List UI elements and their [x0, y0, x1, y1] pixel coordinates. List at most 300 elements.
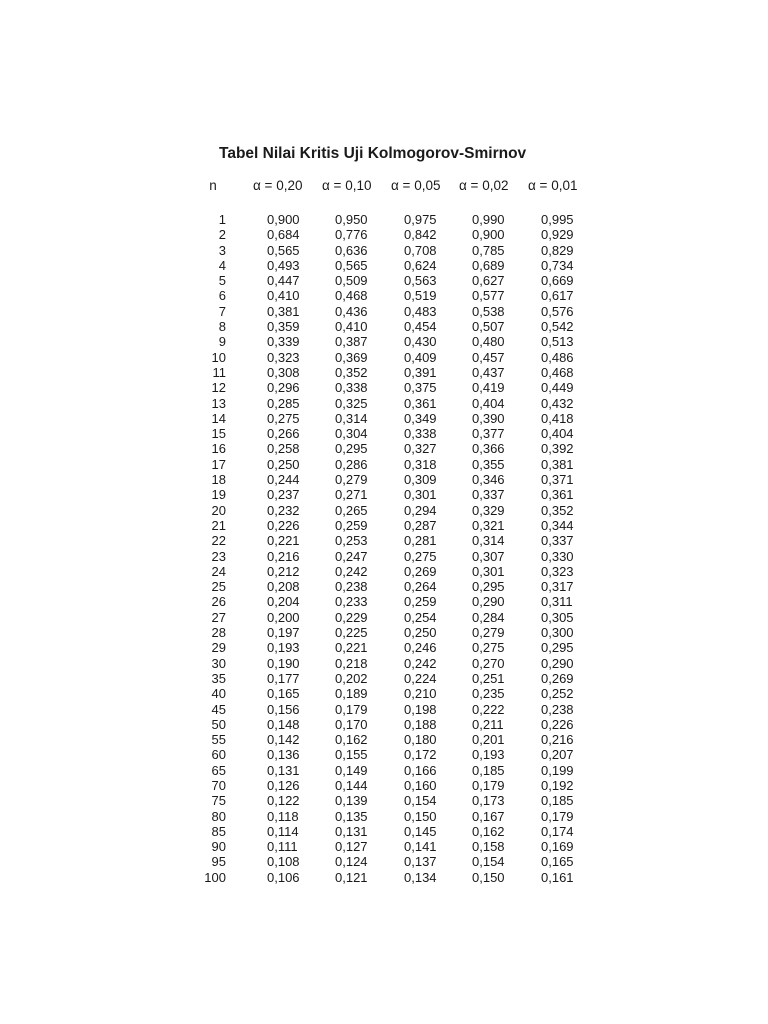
- alpha-005-cell: 0,409: [404, 349, 437, 365]
- alpha-020-cell: 0,216: [267, 548, 300, 564]
- alpha-010-cell: 0,468: [335, 288, 368, 304]
- alpha-001-cell: 0,165: [541, 854, 574, 870]
- alpha-010-cell: 0,286: [335, 456, 368, 472]
- alpha-020-cell: 0,275: [267, 410, 300, 426]
- table-row: [0, 227, 768, 242]
- alpha-005-cell: 0,275: [404, 548, 437, 564]
- alpha-005-cell: 0,624: [404, 257, 437, 273]
- alpha-001-cell: 0,330: [541, 548, 574, 564]
- table-row: [0, 549, 768, 564]
- alpha-010-cell: 0,131: [335, 823, 368, 839]
- alpha-010-cell: 0,124: [335, 854, 368, 870]
- alpha-020-cell: 0,165: [267, 686, 300, 702]
- n-cell: 1: [218, 212, 226, 227]
- alpha-005-cell: 0,180: [404, 732, 437, 748]
- alpha-020-cell: 0,250: [267, 456, 300, 472]
- alpha-001-cell: 0,323: [541, 563, 574, 579]
- alpha-020-cell: 0,190: [267, 655, 300, 671]
- alpha-002-cell: 0,437: [472, 364, 505, 380]
- alpha-020-cell: 0,339: [267, 334, 300, 350]
- alpha-002-cell: 0,275: [472, 640, 505, 656]
- column-header-alpha-005: α = 0,05: [391, 178, 441, 193]
- alpha-020-cell: 0,142: [267, 732, 300, 748]
- alpha-001-cell: 0,305: [541, 609, 574, 625]
- alpha-005-cell: 0,287: [404, 517, 437, 533]
- alpha-010-cell: 0,155: [335, 747, 368, 763]
- table-row: [0, 854, 768, 869]
- alpha-001-cell: 0,929: [541, 227, 574, 243]
- alpha-010-cell: 0,225: [335, 625, 368, 641]
- alpha-020-cell: 0,381: [267, 303, 300, 319]
- alpha-001-cell: 0,734: [541, 257, 574, 273]
- alpha-010-cell: 0,776: [335, 227, 368, 243]
- n-cell: 2: [218, 227, 226, 243]
- n-cell: 35: [211, 670, 226, 686]
- alpha-010-cell: 0,265: [335, 502, 368, 518]
- alpha-002-cell: 0,321: [472, 517, 505, 533]
- table-row: [0, 457, 768, 472]
- alpha-002-cell: 0,689: [472, 257, 505, 273]
- alpha-020-cell: 0,493: [267, 257, 300, 273]
- alpha-002-cell: 0,366: [472, 441, 505, 457]
- alpha-002-cell: 0,314: [472, 533, 505, 549]
- alpha-020-cell: 0,118: [267, 808, 299, 824]
- alpha-010-cell: 0,338: [335, 380, 368, 396]
- table-row: [0, 487, 768, 502]
- n-cell: 4: [218, 257, 226, 273]
- alpha-010-cell: 0,135: [335, 808, 368, 824]
- alpha-002-cell: 0,185: [472, 762, 505, 778]
- alpha-005-cell: 0,454: [404, 319, 437, 335]
- n-cell: 13: [211, 395, 226, 411]
- alpha-001-cell: 0,290: [541, 655, 574, 671]
- alpha-010-cell: 0,139: [335, 793, 368, 809]
- n-cell: 26: [211, 594, 226, 610]
- alpha-002-cell: 0,419: [472, 380, 505, 396]
- alpha-020-cell: 0,148: [267, 716, 300, 732]
- alpha-001-cell: 0,449: [541, 380, 574, 396]
- n-cell: 80: [211, 808, 226, 824]
- alpha-001-cell: 0,513: [541, 334, 574, 350]
- table-row: [0, 426, 768, 441]
- table-row: [0, 350, 768, 365]
- table-row: [0, 212, 768, 227]
- alpha-005-cell: 0,563: [404, 273, 437, 289]
- table-row: [0, 365, 768, 380]
- alpha-001-cell: 0,199: [541, 762, 574, 778]
- alpha-020-cell: 0,285: [267, 395, 300, 411]
- alpha-020-cell: 0,108: [267, 854, 300, 870]
- alpha-020-cell: 0,226: [267, 517, 300, 533]
- alpha-005-cell: 0,145: [404, 823, 437, 839]
- n-cell: 45: [211, 701, 226, 717]
- alpha-010-cell: 0,259: [335, 517, 368, 533]
- table-row: [0, 288, 768, 303]
- alpha-020-cell: 0,244: [267, 472, 300, 488]
- column-header-alpha-010: α = 0,10: [322, 178, 372, 193]
- n-cell: 85: [211, 823, 226, 839]
- alpha-001-cell: 0,169: [541, 839, 574, 855]
- alpha-020-cell: 0,114: [267, 823, 299, 839]
- table-row: [0, 380, 768, 395]
- table-row: [0, 396, 768, 411]
- table-row: [0, 319, 768, 334]
- alpha-005-cell: 0,391: [404, 364, 437, 380]
- table-row: [0, 304, 768, 319]
- alpha-005-cell: 0,259: [404, 594, 437, 610]
- table-row: [0, 793, 768, 808]
- alpha-001-cell: 0,352: [541, 502, 574, 518]
- table-row: [0, 472, 768, 487]
- n-cell: 65: [211, 762, 226, 778]
- alpha-002-cell: 0,279: [472, 625, 505, 641]
- n-cell: 95: [211, 854, 226, 870]
- table-row: [0, 610, 768, 625]
- table-row: [0, 870, 768, 885]
- alpha-002-cell: 0,301: [472, 563, 505, 579]
- alpha-010-cell: 0,127: [335, 839, 368, 855]
- alpha-010-cell: 0,279: [335, 472, 368, 488]
- alpha-005-cell: 0,338: [404, 426, 437, 442]
- alpha-002-cell: 0,251: [472, 670, 505, 686]
- alpha-001-cell: 0,486: [541, 349, 574, 365]
- n-cell: 20: [211, 502, 226, 518]
- n-cell: 5: [218, 273, 226, 289]
- alpha-010-cell: 0,149: [335, 762, 368, 778]
- table-row: [0, 533, 768, 548]
- alpha-020-cell: 0,200: [267, 609, 300, 625]
- alpha-010-cell: 0,509: [335, 273, 368, 289]
- table-row: [0, 503, 768, 518]
- alpha-020-cell: 0,308: [267, 364, 300, 380]
- alpha-020-cell: 0,122: [267, 793, 300, 809]
- table-row: [0, 747, 768, 762]
- alpha-002-cell: 0,201: [472, 732, 505, 748]
- alpha-001-cell: 0,161: [541, 869, 574, 885]
- alpha-020-cell: 0,447: [267, 273, 300, 289]
- alpha-010-cell: 0,242: [335, 563, 368, 579]
- alpha-020-cell: 0,106: [267, 869, 300, 885]
- alpha-010-cell: 0,369: [335, 349, 368, 365]
- alpha-020-cell: 0,237: [267, 487, 300, 503]
- alpha-020-cell: 0,359: [267, 319, 300, 335]
- table-row: [0, 334, 768, 349]
- alpha-020-cell: 0,111: [267, 839, 298, 855]
- alpha-010-cell: 0,218: [335, 655, 368, 671]
- alpha-001-cell: 0,179: [541, 808, 574, 824]
- alpha-005-cell: 0,375: [404, 380, 437, 396]
- alpha-002-cell: 0,390: [472, 410, 505, 426]
- column-header-n: n: [209, 178, 217, 193]
- table-row: [0, 824, 768, 839]
- alpha-010-cell: 0,229: [335, 609, 368, 625]
- table-row: [0, 778, 768, 793]
- alpha-005-cell: 0,134: [404, 869, 437, 885]
- alpha-005-cell: 0,160: [404, 777, 437, 793]
- alpha-002-cell: 0,785: [472, 242, 505, 258]
- alpha-005-cell: 0,137: [404, 854, 437, 870]
- alpha-010-cell: 0,387: [335, 334, 368, 350]
- alpha-020-cell: 0,410: [267, 288, 300, 304]
- alpha-005-cell: 0,281: [404, 533, 437, 549]
- alpha-002-cell: 0,179: [472, 777, 505, 793]
- alpha-005-cell: 0,198: [404, 701, 437, 717]
- alpha-010-cell: 0,352: [335, 364, 368, 380]
- alpha-010-cell: 0,636: [335, 242, 368, 258]
- alpha-002-cell: 0,307: [472, 548, 505, 564]
- alpha-020-cell: 0,126: [267, 777, 300, 793]
- table-row: [0, 258, 768, 273]
- alpha-001-cell: 0,216: [541, 732, 574, 748]
- alpha-002-cell: 0,457: [472, 349, 505, 365]
- alpha-005-cell: 0,188: [404, 716, 437, 732]
- alpha-010-cell: 0,271: [335, 487, 368, 503]
- alpha-020-cell: 0,208: [267, 579, 300, 595]
- alpha-005-cell: 0,166: [404, 762, 437, 778]
- alpha-001-cell: 0,300: [541, 625, 574, 641]
- column-header-alpha-001: α = 0,01: [528, 178, 578, 193]
- alpha-020-cell: 0,232: [267, 502, 300, 518]
- table-row: [0, 809, 768, 824]
- alpha-005-cell: 0,430: [404, 334, 437, 350]
- n-cell: 27: [211, 609, 226, 625]
- alpha-010-cell: 0,144: [335, 777, 368, 793]
- alpha-020-cell: 0,131: [267, 762, 300, 778]
- alpha-020-cell: 0,212: [267, 563, 300, 579]
- n-cell: 8: [218, 319, 226, 335]
- n-cell: 18: [211, 472, 226, 488]
- alpha-010-cell: 0,253: [335, 533, 368, 549]
- n-cell: 25: [211, 579, 226, 595]
- n-cell: 19: [211, 487, 226, 503]
- alpha-002-cell: 0,235: [472, 686, 505, 702]
- alpha-002-cell: 0,337: [472, 487, 505, 503]
- alpha-002-cell: 0,355: [472, 456, 505, 472]
- n-cell: 12: [211, 380, 226, 396]
- alpha-002-cell: 0,167: [472, 808, 505, 824]
- n-cell: 6: [218, 288, 226, 304]
- n-cell: 3: [218, 242, 226, 258]
- alpha-002-cell: 0,222: [472, 701, 505, 717]
- table-row: [0, 594, 768, 609]
- alpha-005-cell: 0,172: [404, 747, 437, 763]
- alpha-005-cell: 0,246: [404, 640, 437, 656]
- alpha-010-cell: 0,295: [335, 441, 368, 457]
- alpha-005-cell: 0,349: [404, 410, 437, 426]
- alpha-001-cell: 0,381: [541, 456, 574, 472]
- alpha-010-cell: 0,325: [335, 395, 368, 411]
- alpha-005-cell: 0,150: [404, 808, 437, 824]
- alpha-001-cell: 0,337: [541, 533, 574, 549]
- table-row: [0, 702, 768, 717]
- alpha-020-cell: 0,900: [267, 212, 300, 227]
- table-row: [0, 441, 768, 456]
- alpha-001-cell: 0,669: [541, 273, 574, 289]
- alpha-002-cell: 0,290: [472, 594, 505, 610]
- alpha-005-cell: 0,309: [404, 472, 437, 488]
- alpha-005-cell: 0,318: [404, 456, 437, 472]
- alpha-002-cell: 0,211: [472, 716, 504, 732]
- table-row: [0, 656, 768, 671]
- n-cell: 22: [211, 533, 226, 549]
- alpha-020-cell: 0,136: [267, 747, 300, 763]
- alpha-010-cell: 0,950: [335, 212, 368, 227]
- alpha-001-cell: 0,995: [541, 212, 574, 227]
- alpha-010-cell: 0,304: [335, 426, 368, 442]
- n-cell: 10: [211, 349, 226, 365]
- alpha-005-cell: 0,519: [404, 288, 437, 304]
- alpha-005-cell: 0,141: [404, 839, 437, 855]
- alpha-002-cell: 0,627: [472, 273, 505, 289]
- alpha-005-cell: 0,254: [404, 609, 437, 625]
- table-header: [0, 178, 768, 198]
- alpha-002-cell: 0,577: [472, 288, 505, 304]
- alpha-005-cell: 0,224: [404, 670, 437, 686]
- alpha-001-cell: 0,371: [541, 472, 574, 488]
- alpha-005-cell: 0,250: [404, 625, 437, 641]
- column-header-alpha-002: α = 0,02: [459, 178, 509, 193]
- alpha-005-cell: 0,154: [404, 793, 437, 809]
- alpha-002-cell: 0,270: [472, 655, 505, 671]
- alpha-002-cell: 0,158: [472, 839, 505, 855]
- alpha-010-cell: 0,121: [335, 869, 368, 885]
- alpha-020-cell: 0,296: [267, 380, 300, 396]
- alpha-010-cell: 0,314: [335, 410, 368, 426]
- n-cell: 24: [211, 563, 226, 579]
- table-row: [0, 243, 768, 258]
- n-cell: 29: [211, 640, 226, 656]
- alpha-001-cell: 0,192: [541, 777, 574, 793]
- alpha-002-cell: 0,507: [472, 319, 505, 335]
- table-row: [0, 671, 768, 686]
- table-row: [0, 579, 768, 594]
- alpha-001-cell: 0,404: [541, 426, 574, 442]
- n-cell: 16: [211, 441, 226, 457]
- alpha-002-cell: 0,284: [472, 609, 505, 625]
- alpha-001-cell: 0,252: [541, 686, 574, 702]
- alpha-002-cell: 0,377: [472, 426, 505, 442]
- alpha-020-cell: 0,565: [267, 242, 300, 258]
- alpha-010-cell: 0,565: [335, 257, 368, 273]
- alpha-001-cell: 0,185: [541, 793, 574, 809]
- table-row: [0, 640, 768, 655]
- alpha-001-cell: 0,207: [541, 747, 574, 763]
- n-cell: 7: [218, 303, 226, 319]
- n-cell: 23: [211, 548, 226, 564]
- table-row: [0, 625, 768, 640]
- alpha-001-cell: 0,295: [541, 640, 574, 656]
- alpha-005-cell: 0,294: [404, 502, 437, 518]
- alpha-010-cell: 0,202: [335, 670, 368, 686]
- alpha-020-cell: 0,258: [267, 441, 300, 457]
- alpha-010-cell: 0,179: [335, 701, 368, 717]
- table-row: [0, 273, 768, 288]
- alpha-010-cell: 0,233: [335, 594, 368, 610]
- alpha-010-cell: 0,162: [335, 732, 368, 748]
- alpha-002-cell: 0,346: [472, 472, 505, 488]
- alpha-002-cell: 0,480: [472, 334, 505, 350]
- table-row: [0, 732, 768, 747]
- alpha-001-cell: 0,174: [541, 823, 574, 839]
- alpha-002-cell: 0,150: [472, 869, 505, 885]
- n-cell: 70: [211, 777, 226, 793]
- alpha-001-cell: 0,432: [541, 395, 574, 411]
- alpha-002-cell: 0,329: [472, 502, 505, 518]
- n-cell: 14: [211, 410, 226, 426]
- alpha-020-cell: 0,204: [267, 594, 300, 610]
- alpha-005-cell: 0,708: [404, 242, 437, 258]
- alpha-002-cell: 0,162: [472, 823, 505, 839]
- alpha-005-cell: 0,842: [404, 227, 437, 243]
- table-row: [0, 839, 768, 854]
- table-title: Tabel Nilai Kritis Uji Kolmogorov-Smirnov: [219, 145, 527, 162]
- alpha-002-cell: 0,295: [472, 579, 505, 595]
- alpha-005-cell: 0,483: [404, 303, 437, 319]
- alpha-002-cell: 0,154: [472, 854, 505, 870]
- n-cell: 30: [211, 655, 226, 671]
- alpha-001-cell: 0,311: [541, 594, 573, 610]
- alpha-010-cell: 0,410: [335, 319, 368, 335]
- n-cell: 55: [211, 732, 226, 748]
- alpha-010-cell: 0,238: [335, 579, 368, 595]
- alpha-001-cell: 0,468: [541, 364, 574, 380]
- alpha-010-cell: 0,189: [335, 686, 368, 702]
- table-row: [0, 411, 768, 426]
- alpha-020-cell: 0,193: [267, 640, 300, 656]
- alpha-001-cell: 0,317: [541, 579, 574, 595]
- alpha-002-cell: 0,173: [472, 793, 505, 809]
- table-body: [0, 212, 768, 885]
- alpha-005-cell: 0,327: [404, 441, 437, 457]
- alpha-020-cell: 0,323: [267, 349, 300, 365]
- alpha-005-cell: 0,301: [404, 487, 437, 503]
- n-cell: 17: [211, 456, 226, 472]
- alpha-020-cell: 0,156: [267, 701, 300, 717]
- alpha-002-cell: 0,900: [472, 227, 505, 243]
- table-row: [0, 763, 768, 778]
- alpha-010-cell: 0,170: [335, 716, 368, 732]
- alpha-001-cell: 0,418: [541, 410, 574, 426]
- alpha-020-cell: 0,684: [267, 227, 300, 243]
- alpha-020-cell: 0,177: [267, 670, 300, 686]
- n-cell: 50: [211, 716, 226, 732]
- n-cell: 28: [211, 625, 226, 641]
- alpha-001-cell: 0,269: [541, 670, 574, 686]
- alpha-005-cell: 0,361: [404, 395, 437, 411]
- alpha-001-cell: 0,829: [541, 242, 574, 258]
- n-cell: 90: [211, 839, 226, 855]
- alpha-002-cell: 0,538: [472, 303, 505, 319]
- alpha-001-cell: 0,576: [541, 303, 574, 319]
- alpha-002-cell: 0,193: [472, 747, 505, 763]
- n-cell: 40: [211, 686, 226, 702]
- alpha-020-cell: 0,221: [267, 533, 300, 549]
- alpha-001-cell: 0,344: [541, 517, 574, 533]
- alpha-001-cell: 0,238: [541, 701, 574, 717]
- alpha-010-cell: 0,436: [335, 303, 368, 319]
- table-row: [0, 564, 768, 579]
- alpha-001-cell: 0,226: [541, 716, 574, 732]
- column-header-alpha-020: α = 0,20: [253, 178, 303, 193]
- n-cell: 21: [211, 517, 226, 533]
- alpha-005-cell: 0,264: [404, 579, 437, 595]
- alpha-020-cell: 0,197: [267, 625, 300, 641]
- alpha-001-cell: 0,361: [541, 487, 574, 503]
- n-cell: 75: [211, 793, 226, 809]
- alpha-005-cell: 0,975: [404, 212, 437, 227]
- alpha-010-cell: 0,247: [335, 548, 368, 564]
- alpha-005-cell: 0,269: [404, 563, 437, 579]
